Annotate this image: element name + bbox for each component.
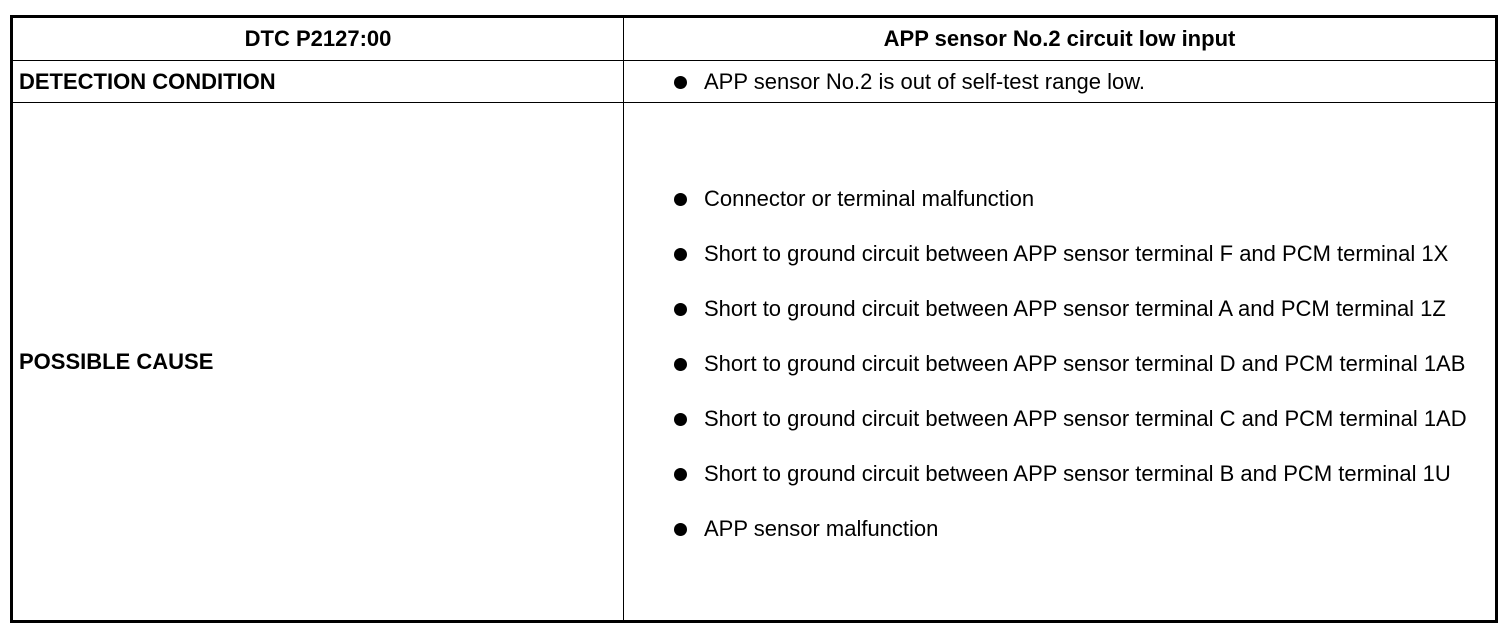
dtc-title-heading: APP sensor No.2 circuit low input	[624, 17, 1497, 61]
list-item	[674, 67, 1495, 97]
header-row	[12, 17, 1497, 61]
dtc-table	[10, 15, 1498, 623]
list-item	[674, 349, 1495, 379]
bullet-icon	[674, 523, 687, 536]
bullet-icon	[674, 248, 687, 261]
list-item-text: Short to ground circuit between APP sensor terminal B and PCM terminal 1U	[704, 460, 1451, 486]
list-item-text: Short to ground circuit between APP sensor terminal F and PCM terminal 1X	[704, 240, 1449, 266]
list-item-text: Short to ground circuit between APP sensor terminal A and PCM terminal 1Z	[704, 295, 1446, 321]
list-item-text: APP sensor No.2 is out of self-test range low.	[704, 68, 1146, 94]
detection-condition-row	[12, 61, 1497, 103]
possible-cause-row	[12, 103, 1497, 622]
list-item-text: Short to ground circuit between APP sensor terminal C and PCM terminal 1AD	[704, 405, 1467, 431]
bullet-icon	[674, 193, 687, 206]
list-item	[674, 514, 1495, 544]
list-item	[674, 239, 1495, 269]
list-item-text: Connector or terminal malfunction	[704, 185, 1035, 211]
list-item	[674, 294, 1495, 324]
bullet-icon	[674, 468, 687, 481]
bullet-icon	[674, 303, 687, 316]
list-item-text: APP sensor malfunction	[704, 515, 939, 541]
possible-cause-label: POSSIBLE CAUSE	[12, 103, 624, 622]
list-item	[674, 459, 1495, 489]
dtc-code-heading: DTC P2127:00	[12, 17, 624, 61]
list-item	[674, 184, 1495, 214]
detection-condition-label: DETECTION CONDITION	[12, 61, 624, 103]
bullet-icon	[674, 413, 687, 426]
list-item-text: Short to ground circuit between APP sensor terminal D and PCM terminal 1AB	[704, 350, 1466, 376]
list-item	[674, 404, 1495, 434]
possible-cause-cell	[624, 103, 1497, 622]
possible-cause-list	[624, 178, 1495, 546]
bullet-icon	[674, 358, 687, 371]
bullet-icon	[674, 76, 687, 89]
detection-condition-list	[624, 67, 1495, 97]
detection-condition-cell	[624, 61, 1497, 103]
